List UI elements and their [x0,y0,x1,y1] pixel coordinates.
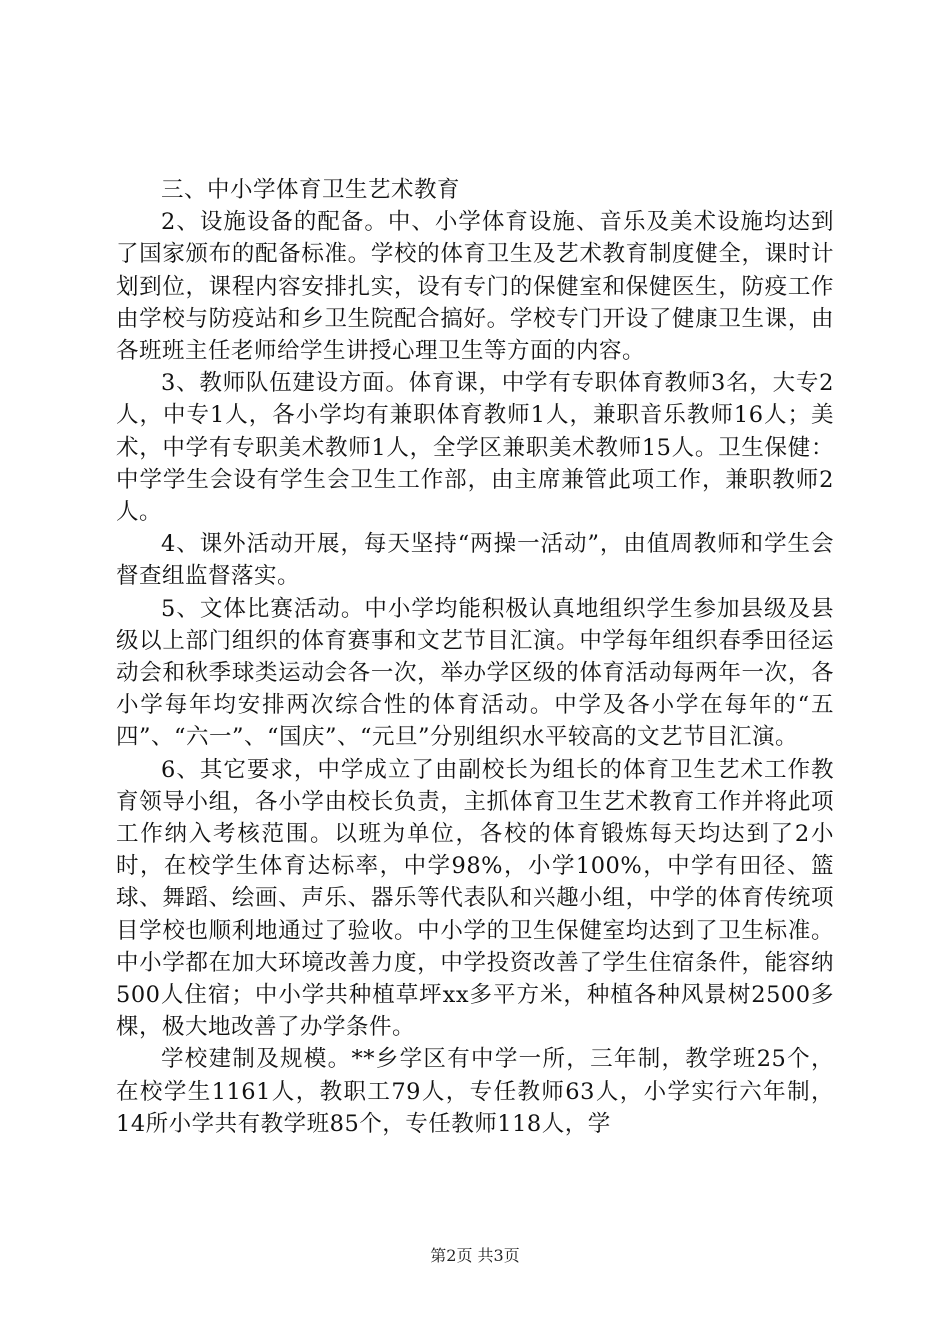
page-footer: 第2页 共3页 [430,1246,520,1265]
section-heading: 三、中小学体育卫生艺术教育 [161,177,461,203]
paragraph-activities: 4、课外活动开展，每天坚持“两操一活动”，由值周教师和学生会督查组监督落实。 [116,531,834,590]
paragraph-competitions: 5、文体比赛活动。中小学均能积极认真地组织学生参加县级及县级以上部门组织的体育赛事和文艺节目汇演。中学每年组织春季田径运动会和秋季球类运动会各一次，举办学区级的体育活动每两年一次，各小学每年均安排两次综合性的体育活动。中学及各小学在每年的“五四”、“六一”、“国庆”、“元旦”分别组织水平较高的文艺节目汇演。 [116,595,834,751]
document-body [116,174,834,1140]
paragraph-facilities: 2、设施设备的配备。中、小学体育设施、音乐及美术设施均达到了国家颁布的配备标准。学校的体育卫生及艺术教育制度健全，课时计划到位，课程内容安排扎实，设有专门的保健室和保健医生，防疫工作由学校与防疫站和乡卫生院配合搞好。学校专门开设了健康卫生课，由各班班主任老师给学生讲授心理卫生等方面的内容。 [116,209,834,365]
paragraph-other-requirements: 6、其它要求，中学成立了由副校长为组长的体育卫生艺术工作教育领导小组，各小学由校长负责，主抓体育卫生艺术教育工作并将此项工作纳入考核范围。以班为单位，各校的体育锻炼每天均达到了2小时，在校学生体育达标率，中学98%，小学100%，中学有田径、篮球、舞蹈、绘画、声乐、器乐等代表队和兴趣小组，中学的体育传统项目学校也顺利地通过了验收。中小学的卫生保健室均达到了卫生标准。中小学都在加大环境改善力度，中学投资改善了学生住宿条件，能容纳500人住宿；中小学共种植草坪xx多平方米，种植各种风景树2500多棵，极大地改善了办学条件。 [116,756,834,1041]
paragraph-school-scale: 学校建制及规模。**乡学区有中学一所，三年制，教学班25个，在校学生1161人，教职工79人，专任教师63人，小学实行六年制，14所小学共有教学班85个，专任教师118人，学 [116,1046,834,1137]
paragraph-teachers: 3、教师队伍建设方面。体育课，中学有专职体育教师3名，大专2人，中专1人，各小学均有兼职体育教师1人，兼职音乐教师16人；美术，中学有专职美术教师1人，全学区兼职美术教师15人。卫生保健：中学学生会设有学生会卫生工作部，由主席兼管此项工作，兼职教师2人。 [116,370,834,526]
